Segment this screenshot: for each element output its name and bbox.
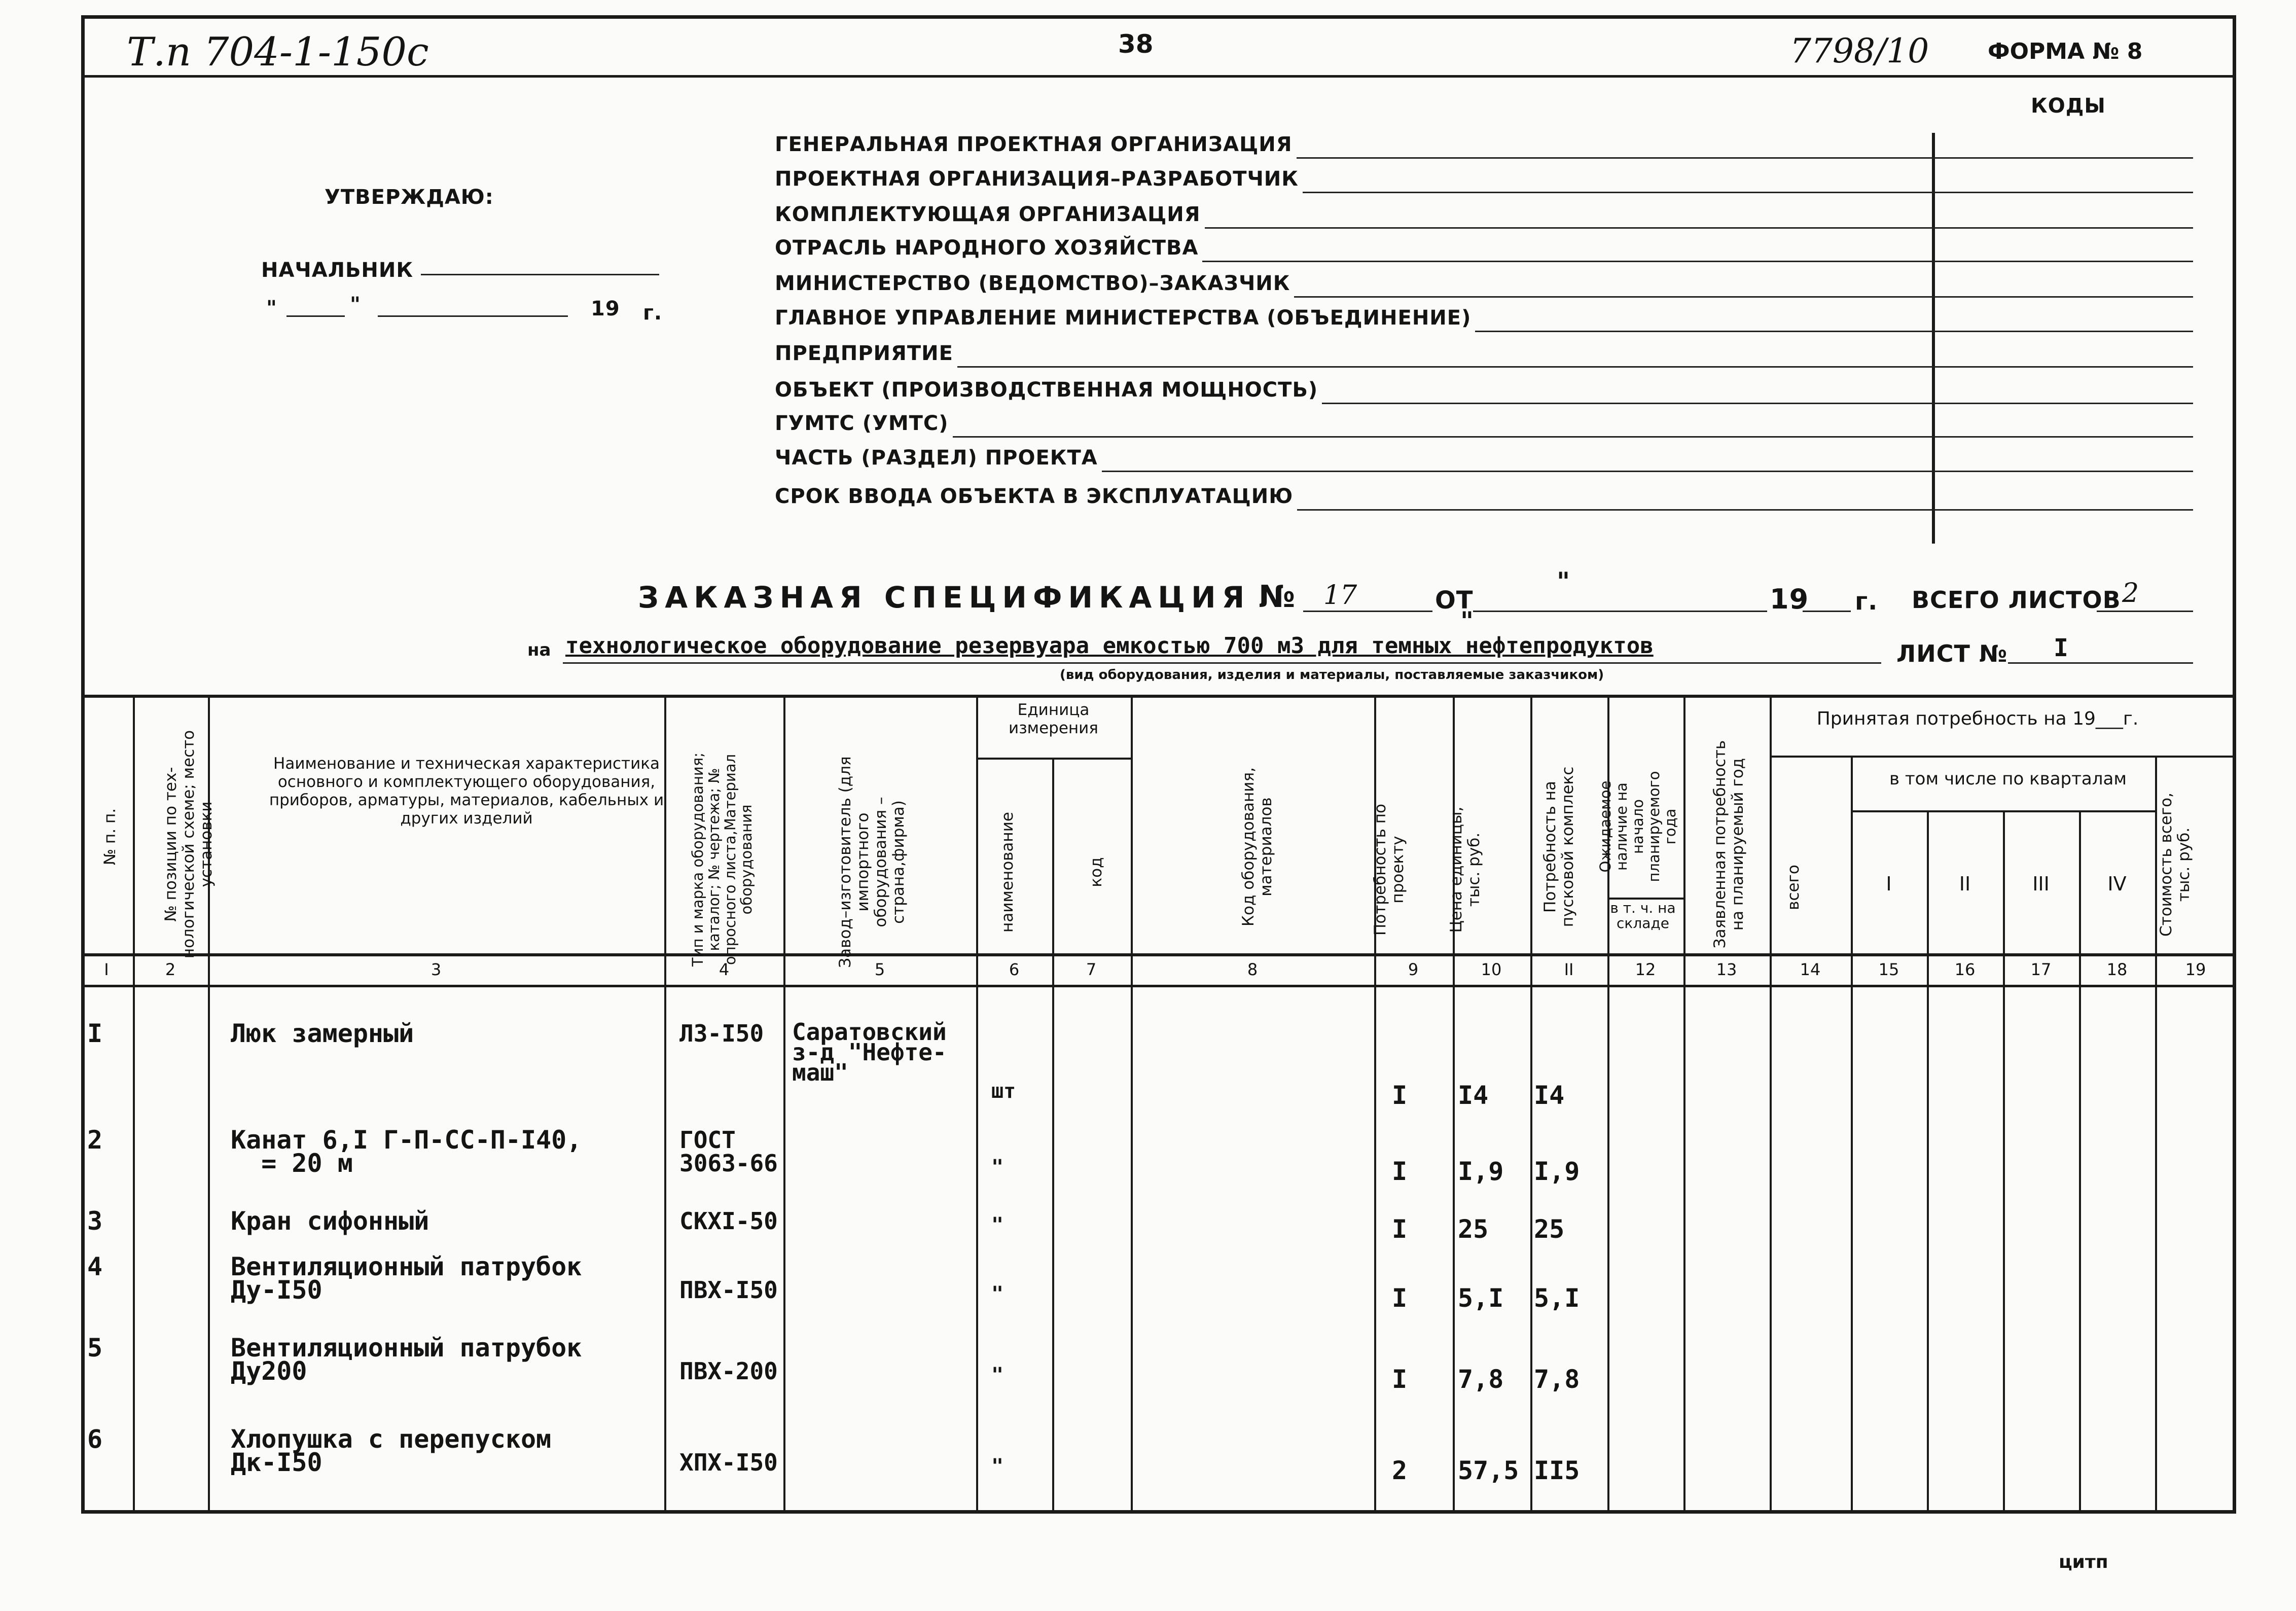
org-field-label: ОТРАСЛЬ НАРОДНОГО ХОЗЯЙСТВА (775, 236, 1199, 260)
org-field-label: ЧАСТЬ (РАЗДЕЛ) ПРОЕКТА (775, 446, 1098, 470)
col-header-n: № п. п. (101, 808, 119, 866)
row-item-name: Люк замерный (231, 1019, 414, 1048)
approval-year-suffix: г. (643, 301, 663, 325)
row-need: I (1392, 1365, 1408, 1394)
row-price: 57,5 (1458, 1456, 1519, 1485)
row-unit: " (991, 1364, 1004, 1387)
table-column-divider (133, 695, 135, 1514)
row-need: I (1392, 1283, 1408, 1313)
column-number: 10 (1481, 960, 1502, 979)
date-quote-close: " (350, 293, 361, 316)
table-column-divider (1052, 758, 1054, 1514)
row-need: I (1392, 1214, 1408, 1244)
col-header-position: № позиции по тех-нологической схеме; место установки (162, 730, 216, 959)
row-item-type: ПВХ-200 (679, 1357, 778, 1385)
row-launch: I4 (1534, 1081, 1565, 1110)
column-number: 19 (2185, 960, 2206, 979)
org-field-input-line[interactable] (1303, 192, 2193, 193)
spec-date-line (1473, 611, 1767, 612)
spec-year-line (1803, 611, 1851, 612)
row-item-name: Хлопушка с перепуском Дк-I50 (231, 1424, 552, 1477)
column-number: 9 (1408, 960, 1419, 979)
row-item-name: Канат 6,I Г-П-СС-П-I40, = 20 м (231, 1125, 582, 1178)
form-label: ФОРМА № 8 (1988, 39, 2143, 64)
column-number: 17 (2030, 960, 2052, 979)
footer-stamp: цитп (2059, 1552, 2108, 1572)
col-header-unit-name: наименование (998, 812, 1017, 933)
column-number: 8 (1247, 960, 1258, 979)
number-row-bottom-border (81, 985, 2236, 987)
spec-number-line (1303, 611, 1432, 612)
total-sheets-line (2097, 611, 2193, 612)
column-number: 7 (1086, 960, 1097, 979)
org-field-label: ОБЪЕКТ (ПРОИЗВОДСТВЕННАЯ МОЩНОСТЬ) (775, 378, 1318, 402)
row-price: 5,I (1458, 1283, 1504, 1313)
row-unit: " (991, 1455, 1004, 1478)
spec-title: ЗАКАЗНАЯ СПЕЦИФИКАЦИЯ (638, 580, 1251, 615)
row-price: 7,8 (1458, 1365, 1504, 1394)
col-header-equipment-code: Код оборудования, материалов (1239, 767, 1275, 926)
row-launch: 5,I (1534, 1283, 1580, 1313)
col-header-need: Потребность по проекту (1371, 804, 1407, 936)
spec-quote-1: " (1557, 567, 1571, 596)
sheet-value: I (2054, 634, 2068, 662)
table-column-divider (1927, 810, 1929, 1514)
spec-quote-2: " (1460, 606, 1475, 636)
org-field-input-line[interactable] (1297, 509, 2193, 511)
chief-signature-line (421, 274, 659, 275)
col-header-unit-group: Единица измерения (1009, 701, 1098, 737)
org-field-label: СРОК ВВОДА ОБЪЕКТА В ЭКСПЛУАТАЦИЮ (775, 485, 1294, 508)
project-code: Т.п 704-1-150с (127, 29, 429, 75)
table-column-divider (1131, 695, 1133, 1514)
col-header-cost: Стоимость всего, тыс. руб. (2157, 793, 2193, 937)
org-field-input-line[interactable] (1205, 227, 2194, 229)
date-quote-open: " (266, 297, 277, 320)
column-number: 4 (719, 960, 730, 979)
spec-from-label: ОТ (1435, 586, 1474, 615)
column-number: 12 (1635, 960, 1656, 979)
spec-subject: технологическое оборудование резервуара емкостью 700 м3 для темных нефтепродуктов (565, 633, 1654, 659)
date-month-line (378, 315, 568, 317)
row-launch: I,9 (1534, 1157, 1580, 1186)
accepted-group-divider (1770, 756, 2236, 758)
col-header-q4: IV (2107, 873, 2127, 895)
org-field-input-line[interactable] (1475, 331, 2193, 332)
row-item-type: ХПХ-I50 (679, 1449, 778, 1476)
col-header-in-stock: в т. ч. на складе (1610, 900, 1676, 932)
date-day-line (286, 315, 345, 317)
row-need: I (1392, 1081, 1408, 1110)
org-field-input-line[interactable] (1102, 471, 2193, 472)
table-column-divider (1530, 695, 1532, 1514)
table-column-divider (1851, 756, 1853, 1514)
table-column-divider (976, 695, 978, 1514)
spec-for-label: на (527, 640, 551, 660)
col-header-q1: I (1886, 873, 1892, 895)
row-item-type: СКХI-50 (679, 1207, 778, 1235)
org-field-input-line[interactable] (957, 366, 2193, 368)
table-column-divider (664, 695, 666, 1514)
row-item-name: Вентиляционный патрубок Ду-I50 (231, 1252, 582, 1305)
row-unit: шт (991, 1080, 1016, 1103)
row-item-type: ЛЗ-I50 (679, 1020, 764, 1047)
row-price: I4 (1458, 1081, 1489, 1110)
approve-label: УТВЕРЖДАЮ: (325, 186, 494, 209)
column-number: 14 (1800, 960, 1821, 979)
column-number: 13 (1716, 960, 1737, 979)
spec-subject-line (563, 662, 1881, 664)
org-field-input-line[interactable] (1202, 261, 2193, 262)
row-launch: 25 (1534, 1214, 1565, 1244)
approval-year: 19 (591, 297, 620, 320)
table-column-divider (783, 695, 785, 1514)
column-number: 6 (1009, 960, 1020, 979)
spec-year-suffix: г. (1855, 587, 1878, 616)
spec-subject-note: (вид оборудования, изделия и материалы, поставляемые заказчиком) (1060, 667, 1604, 683)
column-number: 15 (1878, 960, 1899, 979)
row-item-type: ПВХ-I50 (679, 1276, 778, 1304)
chief-label: НАЧАЛЬНИК (261, 259, 414, 282)
row-price: 25 (1458, 1214, 1489, 1244)
row-item-type: ГОСТ 3063-66 (679, 1126, 778, 1177)
org-field-label: ПРОЕКТНАЯ ОРГАНИЗАЦИЯ–РАЗРАБОТЧИК (775, 167, 1299, 191)
row-number: 3 (87, 1206, 103, 1236)
col-header-expected: Ожидаемое наличие на начало планируемого года (1597, 771, 1679, 882)
table-column-divider (1683, 695, 1685, 1514)
table-top-border (81, 695, 2236, 698)
spec-number-label: № (1259, 579, 1296, 615)
row-need: I (1392, 1157, 1408, 1186)
row-unit: " (991, 1156, 1004, 1179)
col-header-accepted-group: Принятая потребность на 19___г. (1816, 708, 2139, 729)
row-number: 5 (87, 1333, 103, 1363)
total-sheets-value: 2 (2122, 578, 2139, 608)
row-number: 4 (87, 1252, 103, 1281)
org-field-input-line[interactable] (1294, 296, 2193, 298)
col-header-name: Наименование и техническая характеристика основного и комплектующего оборудования, приборов, арматуры, материалов, кабельных и других изделий (269, 755, 664, 828)
row-item-name: Вентиляционный патрубок Ду200 (231, 1333, 582, 1386)
table-column-divider (2003, 810, 2005, 1514)
column-number: 18 (2106, 960, 2128, 979)
org-field-input-line[interactable] (953, 436, 2193, 438)
row-item-maker: Саратовский з-д "Нефте- маш" (792, 1018, 947, 1086)
col-header-type: Тип и марка оборудования; каталог; № чертежа; № опросного листа,Материал оборудования (689, 753, 755, 966)
org-field-label: ГУМТС (УМТС) (775, 412, 949, 435)
row-launch: 7,8 (1534, 1365, 1580, 1394)
row-need: 2 (1392, 1456, 1408, 1485)
column-number: 2 (165, 960, 176, 979)
col-header-unit-code: код (1087, 857, 1105, 887)
col-header-launch: Потребность на пусковой комплекс (1541, 766, 1577, 927)
column-number: 3 (431, 960, 442, 979)
row-number: 6 (87, 1424, 103, 1454)
sheet-label: ЛИСТ № (1896, 640, 2008, 667)
column-number: 16 (1954, 960, 1976, 979)
table-column-divider (2079, 810, 2081, 1514)
row-launch: II5 (1534, 1456, 1580, 1485)
header-bottom-border (81, 953, 2236, 956)
row-unit: " (991, 1282, 1004, 1306)
row-number: I (87, 1019, 103, 1048)
total-sheets-label: ВСЕГО ЛИСТОВ (1912, 586, 2121, 614)
col-header-price: Цена единицы, тыс. руб. (1447, 806, 1483, 933)
col-header-q3: III (2032, 873, 2050, 895)
org-field-label: ГЕНЕРАЛЬНАЯ ПРОЕКТНАЯ ОРГАНИЗАЦИЯ (775, 133, 1293, 156)
page-number: 38 (1118, 29, 1154, 59)
top-divider (81, 75, 2236, 78)
org-field-label: МИНИСТЕРСТВО (ВЕДОМСТВО)–ЗАКАЗЧИК (775, 272, 1290, 295)
org-field-label: ГЛАВНОЕ УПРАВЛЕНИЕ МИНИСТЕРСТВА (ОБЪЕДИНЕНИЕ) (775, 306, 1472, 330)
spec-year: 19 (1770, 583, 1809, 615)
row-item-name: Кран сифонный (231, 1206, 429, 1236)
inventory-number: 7798/10 (1790, 31, 1929, 70)
row-unit: " (991, 1213, 1004, 1237)
col-header-quarters-group: в том числе по кварталам (1889, 769, 2127, 789)
org-field-label: ПРЕДПРИЯТИЕ (775, 342, 953, 365)
sheet-line (2008, 662, 2193, 664)
org-field-label: КОМПЛЕКТУЮЩАЯ ОРГАНИЗАЦИЯ (775, 203, 1201, 226)
column-number: 5 (874, 960, 885, 979)
column-number: II (1564, 960, 1574, 979)
col-header-total: всего (1784, 865, 1803, 910)
col-header-maker: Завод–изготовитель (для импортного оборудования –страна,фирма) (836, 756, 908, 968)
column-number: I (104, 960, 109, 979)
spec-number-value: 17 (1323, 580, 1357, 611)
row-number: 2 (87, 1125, 103, 1155)
row-price: I,9 (1458, 1157, 1504, 1186)
org-field-input-line[interactable] (1322, 403, 2193, 404)
col-header-q2: II (1959, 873, 1971, 895)
codes-divider (1932, 133, 1935, 544)
col-header-declared: Заявленная потребность на планируемый год (1711, 740, 1747, 949)
org-field-input-line[interactable] (1297, 157, 2194, 159)
codes-label: КОДЫ (2031, 94, 2106, 118)
